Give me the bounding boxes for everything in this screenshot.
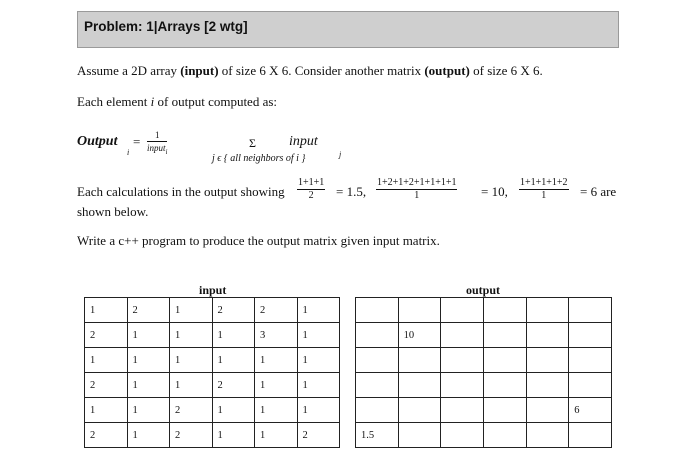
input-matrix-cell: 2 bbox=[127, 298, 170, 323]
problem-title: Problem: 1|Arrays [2 wtg] bbox=[84, 19, 248, 34]
calc-fraction-2 bbox=[376, 178, 457, 201]
calc-result-3: = 6 are bbox=[580, 184, 617, 199]
input-matrix-row bbox=[85, 373, 340, 398]
output-matrix-cell bbox=[483, 323, 526, 348]
input-matrix-cell: 1 bbox=[297, 373, 340, 398]
text-segment: Each element bbox=[77, 94, 151, 109]
text-segment: of size 6 X 6. bbox=[469, 63, 543, 78]
text-segment: Assume a 2D array bbox=[77, 63, 181, 78]
input-matrix-cell: 1 bbox=[127, 348, 170, 373]
input-matrix-row bbox=[85, 323, 340, 348]
formula-equals: = bbox=[133, 134, 141, 149]
output-matrix-cell bbox=[526, 348, 569, 373]
output-term: (output) bbox=[424, 63, 470, 78]
task-instruction: Write a c++ program to produce the output matrix given input matrix. bbox=[77, 233, 440, 248]
formula-output: Output bbox=[77, 134, 118, 149]
output-matrix-cell bbox=[441, 398, 484, 423]
input-matrix-cell: 1 bbox=[255, 348, 298, 373]
calc-fraction-1 bbox=[297, 178, 325, 201]
input-matrix-row bbox=[85, 348, 340, 373]
input-matrix-cell: 1 bbox=[255, 423, 298, 448]
input-matrix-cell: 1 bbox=[212, 323, 255, 348]
output-matrix-row bbox=[356, 398, 612, 423]
input-matrix-cell: 1 bbox=[127, 373, 170, 398]
output-table-label: output bbox=[466, 283, 501, 297]
output-matrix-cell bbox=[356, 298, 399, 323]
input-matrix-cell: 1 bbox=[255, 373, 298, 398]
input-matrix-cell: 1 bbox=[297, 323, 340, 348]
input-matrix-cell: 1 bbox=[127, 423, 170, 448]
input-matrix-cell: 1 bbox=[255, 398, 298, 423]
input-term: (input) bbox=[180, 63, 219, 78]
input-matrix-cell: 2 bbox=[212, 298, 255, 323]
formula-fraction-numerator: 1 bbox=[147, 130, 167, 142]
output-matrix-cell bbox=[441, 298, 484, 323]
input-matrix-cell: 1 bbox=[85, 348, 128, 373]
formula-fraction-denominator bbox=[147, 142, 167, 156]
input-table-label: input bbox=[199, 283, 227, 297]
input-matrix-cell: 1 bbox=[297, 398, 340, 423]
fraction-numerator: 1+2+1+2+1+1+1+1 bbox=[377, 177, 457, 188]
input-matrix-row bbox=[85, 423, 340, 448]
output-matrix-cell bbox=[441, 373, 484, 398]
text-segment: of output computed as: bbox=[154, 94, 278, 109]
fraction-numerator: 1+1+1+1+2 bbox=[520, 177, 568, 188]
output-matrix-cell bbox=[441, 323, 484, 348]
input-matrix-table bbox=[84, 297, 340, 448]
output-matrix-cell bbox=[483, 298, 526, 323]
formula-den-sub: i bbox=[165, 147, 168, 156]
output-matrix-cell bbox=[526, 373, 569, 398]
input-matrix-cell: 1 bbox=[212, 348, 255, 373]
calc-result-1: = 1.5, bbox=[336, 184, 367, 199]
input-matrix-cell: 2 bbox=[212, 373, 255, 398]
input-matrix-cell: 3 bbox=[255, 323, 298, 348]
fraction-denominator: 2 bbox=[308, 190, 314, 201]
fraction-numerator: 1+1+1 bbox=[298, 177, 325, 188]
output-matrix-cell bbox=[569, 323, 612, 348]
input-matrix-cell: 2 bbox=[85, 423, 128, 448]
input-matrix-cell: 2 bbox=[170, 423, 213, 448]
output-matrix-cell bbox=[526, 298, 569, 323]
input-matrix-cell: 1 bbox=[170, 348, 213, 373]
sigma-symbol: Σ bbox=[249, 136, 256, 150]
text-segment: of size 6 X 6. Consider another matrix bbox=[218, 63, 425, 78]
calc-fraction-3 bbox=[519, 178, 569, 201]
input-matrix-cell: 1 bbox=[297, 348, 340, 373]
output-matrix-row bbox=[356, 298, 612, 323]
problem-header-bar bbox=[77, 11, 619, 48]
output-matrix-cell bbox=[526, 423, 569, 448]
output-matrix-cell bbox=[569, 298, 612, 323]
fraction-denominator: 1 bbox=[414, 190, 420, 201]
output-matrix-cell: 6 bbox=[569, 398, 612, 423]
input-matrix-cell: 1 bbox=[170, 323, 213, 348]
output-matrix-row bbox=[356, 373, 612, 398]
output-matrix-cell bbox=[356, 348, 399, 373]
output-matrix-cell bbox=[526, 323, 569, 348]
output-matrix-cell bbox=[398, 298, 441, 323]
input-matrix-row bbox=[85, 298, 340, 323]
formula-input: input bbox=[289, 134, 318, 149]
input-matrix-cell: 1 bbox=[170, 298, 213, 323]
output-matrix-cell bbox=[441, 423, 484, 448]
output-matrix-cell bbox=[526, 398, 569, 423]
formula bbox=[77, 128, 377, 172]
output-matrix-cell bbox=[356, 323, 399, 348]
output-matrix-cell bbox=[356, 373, 399, 398]
fraction-denominator: 1 bbox=[541, 190, 547, 201]
input-matrix-cell: 1 bbox=[127, 323, 170, 348]
output-matrix-cell bbox=[483, 348, 526, 373]
input-matrix-cell: 2 bbox=[85, 323, 128, 348]
output-matrix-cell bbox=[483, 398, 526, 423]
formula-den-text: input bbox=[147, 143, 166, 153]
input-matrix-cell: 1 bbox=[212, 398, 255, 423]
output-matrix-cell bbox=[569, 348, 612, 373]
input-matrix-cell: 1 bbox=[127, 398, 170, 423]
formula-subscript-i: i bbox=[127, 148, 130, 157]
output-matrix-cell bbox=[569, 373, 612, 398]
calc-lead: Each calculations in the output showing bbox=[77, 184, 285, 199]
input-matrix-cell: 1 bbox=[170, 373, 213, 398]
output-matrix-cell bbox=[569, 423, 612, 448]
input-matrix-cell: 1 bbox=[212, 423, 255, 448]
output-matrix-cell bbox=[398, 348, 441, 373]
output-matrix-cell bbox=[483, 373, 526, 398]
input-matrix-cell: 2 bbox=[85, 373, 128, 398]
input-matrix-row bbox=[85, 398, 340, 423]
output-matrix-row bbox=[356, 423, 612, 448]
output-matrix-table bbox=[355, 297, 612, 448]
calculation-examples bbox=[77, 178, 622, 204]
formula-fraction bbox=[147, 130, 167, 156]
formula-subscript-j: j bbox=[339, 150, 342, 159]
index-variable: i bbox=[150, 94, 155, 109]
output-matrix-cell bbox=[398, 423, 441, 448]
input-matrix-cell: 1 bbox=[297, 298, 340, 323]
output-matrix-cell bbox=[356, 398, 399, 423]
calc-result-2: = 10, bbox=[481, 184, 508, 199]
summation-range: j ϵ { all neighbors of i } bbox=[212, 153, 306, 164]
input-matrix-cell: 2 bbox=[170, 398, 213, 423]
output-matrix-cell bbox=[441, 348, 484, 373]
output-matrix-cell: 1.5 bbox=[356, 423, 399, 448]
output-matrix-cell bbox=[483, 423, 526, 448]
output-matrix-row bbox=[356, 348, 612, 373]
input-matrix-cell: 1 bbox=[85, 298, 128, 323]
calc-tail: shown below. bbox=[77, 204, 149, 219]
output-matrix-row bbox=[356, 323, 612, 348]
input-matrix-cell: 1 bbox=[85, 398, 128, 423]
input-matrix-cell: 2 bbox=[255, 298, 298, 323]
input-matrix-cell: 2 bbox=[297, 423, 340, 448]
problem-statement-paragraph bbox=[77, 63, 543, 79]
output-matrix-cell: 10 bbox=[398, 323, 441, 348]
computation-intro bbox=[77, 94, 277, 110]
output-matrix-cell bbox=[398, 373, 441, 398]
output-matrix-cell bbox=[398, 398, 441, 423]
